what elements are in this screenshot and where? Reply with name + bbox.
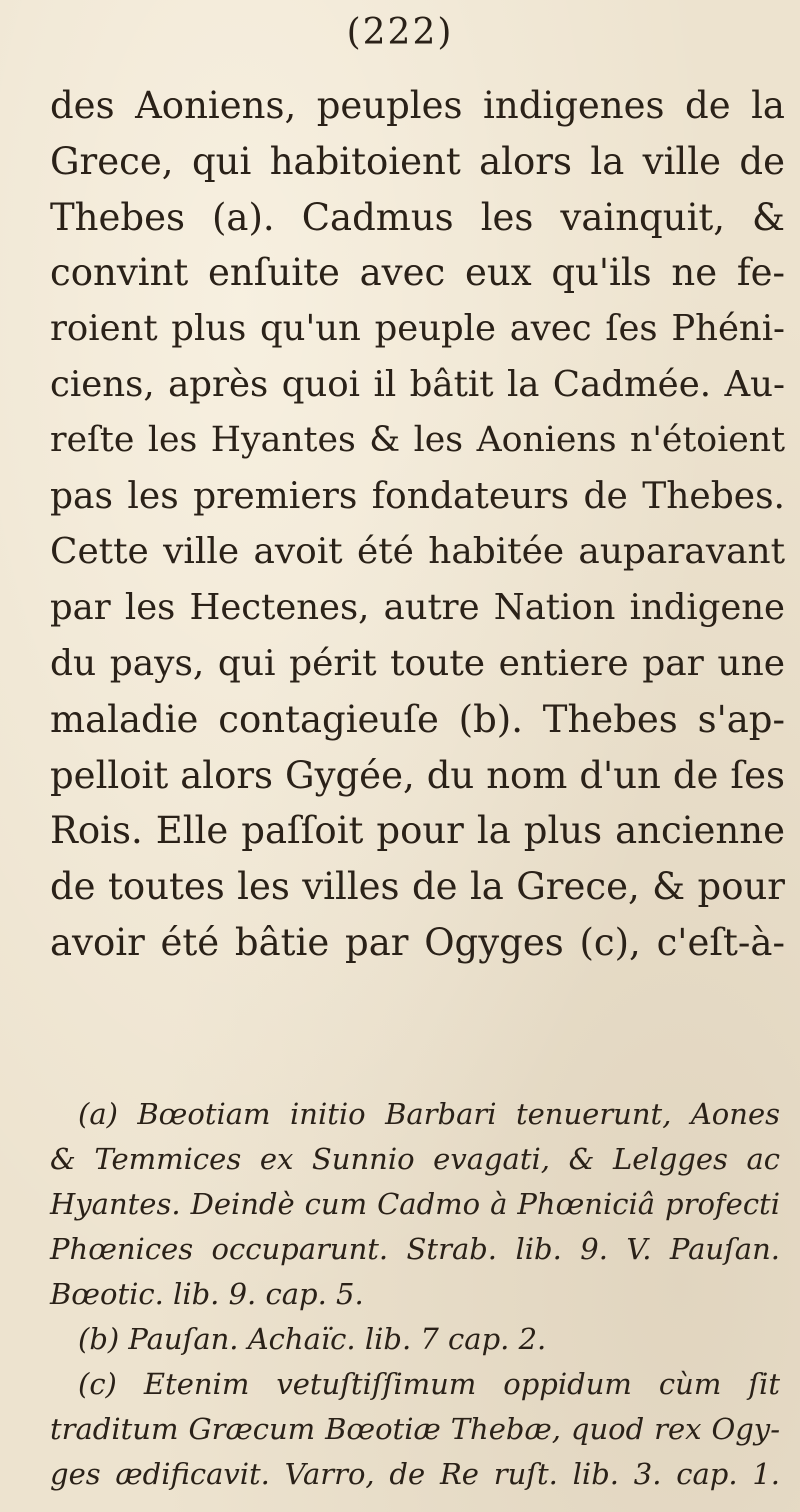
footnote-line: traditum Græcum Bœotiæ Thebæ, quod rex Ogy- <box>50 1412 780 1446</box>
footnote-line: (b) Pauſan. Achaïc. lib. 7 cap. 2. <box>78 1322 547 1356</box>
text-line: ciens, après quoi il bâtit la Cadmée. Au- <box>50 363 785 405</box>
text-line: convint enſuite avec eux qu'ils ne fe- <box>50 251 785 295</box>
text-line: de toutes les villes de la Grece, & pour <box>50 865 785 909</box>
footnote-line: (c) Etenim vetuſtiſſimum oppidum cùm ſit <box>78 1367 780 1401</box>
text-line: pelloit alors Gygée, du nom d'un de ſes <box>50 753 785 797</box>
footnote-line: & Temmices ex Sunnio evagati, & Lelgges ac <box>50 1142 780 1176</box>
text-line: Rois. Elle paſſoit pour la plus ancienne <box>50 809 785 853</box>
text-line: Cette ville avoit été habitée auparavant <box>50 531 785 573</box>
text-line: roient plus qu'un peuple avec ſes Phéni- <box>50 308 785 350</box>
text-line: Grece, qui habitoient alors la ville de <box>50 139 785 183</box>
text-line: pas les premiers fondateurs de Thebes. <box>50 475 785 517</box>
text-line: avoir été bâtie par Ogyges (c), c'eſt-à- <box>50 920 785 964</box>
page-number: (222) <box>346 12 454 53</box>
footnote-line: ges ædificavit. Varro, de Re ruſt. lib. 3. cap. 1. <box>50 1457 780 1491</box>
text-line: par les Hectenes, autre Nation indigene <box>50 587 785 629</box>
footnote-line: Hyantes. Deindè cum Cadmo à Phœniciâ profecti <box>50 1187 780 1221</box>
footnote-line: Phœnices occuparunt. Strab. lib. 9. V. Pauſan. <box>50 1232 780 1266</box>
text-line: du pays, qui périt toute entiere par une <box>50 642 785 684</box>
footnote-line: (a) Bœotiam initio Barbari tenuerunt, Aones <box>78 1097 780 1131</box>
text-line: reſte les Hyantes & les Aoniens n'étoient <box>50 419 785 460</box>
text-line: des Aoniens, peuples indigenes de la <box>50 84 785 127</box>
footnote-line: Bœotic. lib. 9. cap. 5. <box>50 1277 364 1311</box>
main-text <box>50 78 785 971</box>
footnotes <box>50 1092 780 1497</box>
text-line: Thebes (a). Cadmus les vainquit, & <box>50 195 785 239</box>
text-line: maladie contagieuſe (b). Thebes s'ap- <box>50 697 785 741</box>
